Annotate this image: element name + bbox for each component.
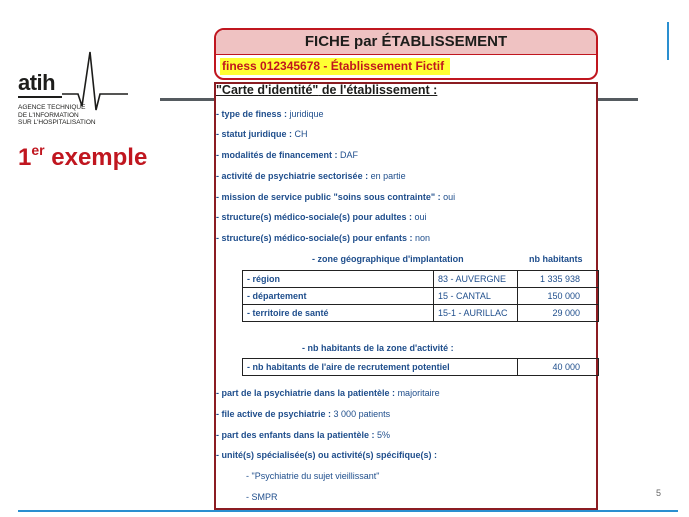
logo-subtitle <box>18 104 128 127</box>
table-cell-value: 83 - AUVERGNE <box>434 271 518 288</box>
field-ms-enfants: - structure(s) médico-sociale(s) pour enfants : non <box>216 233 431 243</box>
field-file-active: - file active de psychiatrie : 3 000 patients <box>216 409 391 419</box>
zone-table <box>242 270 599 322</box>
finess-label: finess 012345678 - Établissement Fictif <box>220 58 450 75</box>
activity-table <box>242 358 599 376</box>
top-right-accent-line <box>667 22 669 60</box>
field-unites-specialisees: - unité(s) spécialisée(s) ou activité(s) spécifique(s) : <box>216 450 438 460</box>
example-heading <box>18 144 147 172</box>
unit-item: - "Psychiatrie du sujet vieillissant" <box>246 471 380 481</box>
field-statut-juridique: - statut juridique : CH <box>216 129 308 139</box>
table-row <box>243 305 599 322</box>
table-cell-habitants: 1 335 938 <box>518 271 599 288</box>
zone-heading: - zone géographique d'implantation <box>312 254 464 264</box>
table-cell-habitants: 150 000 <box>518 288 599 305</box>
field-mission-service-public: - mission de service public "soins sous contrainte" : oui <box>216 192 456 202</box>
page-number: 5 <box>656 488 662 498</box>
table-cell-label: - région <box>243 271 434 288</box>
table-row <box>243 288 599 305</box>
fiche-header <box>214 28 598 80</box>
example-number: 1 <box>18 144 32 171</box>
activity-heading: - nb habitants de la zone d'activité : <box>302 343 454 353</box>
card-title <box>216 83 437 97</box>
logo-subtitle-line: SUR L'HOSPITALISATION <box>18 119 96 126</box>
unit-item: - SMPR <box>246 492 278 502</box>
atih-logo-text: atih <box>18 70 56 95</box>
logo-subtitle-line: DE L'INFORMATION <box>18 111 79 119</box>
table-cell-label: - territoire de santé <box>243 305 434 322</box>
table-cell-habitants: 29 000 <box>518 305 599 322</box>
field-part-psychiatrie: - part de la psychiatrie dans la patientèle : majoritaire <box>216 388 440 398</box>
nb-habitants-header: nb habitants <box>529 254 583 264</box>
table-row <box>243 271 599 288</box>
logo-subtitle-line: AGENCE TECHNIQUE <box>18 104 86 111</box>
table-row <box>243 359 599 376</box>
field-type-finess: - type de finess : juridique <box>216 109 324 119</box>
fiche-title: FICHE par ÉTABLISSEMENT <box>304 33 508 50</box>
card-title-rest: de l'établissement : <box>318 83 438 97</box>
header-title-band <box>216 30 596 55</box>
field-part-enfants: - part des enfants dans la patientèle : 5% <box>216 430 391 440</box>
footer-rule <box>18 510 678 512</box>
table-cell-value: 15-1 - AURILLAC <box>434 305 518 322</box>
card-title-quoted: "Carte d'identité" <box>216 83 319 97</box>
example-suffix: er <box>31 142 45 158</box>
table-cell-label: - département <box>243 288 434 305</box>
example-word: exemple <box>51 144 148 171</box>
table-cell-habitants: 40 000 <box>518 359 599 376</box>
field-psychiatrie-sectorisee: - activité de psychiatrie sectorisée : en partie <box>216 171 406 181</box>
table-cell-label: - nb habitants de l'aire de recrutement potentiel <box>243 359 518 376</box>
field-financement: - modalités de financement : DAF <box>216 150 359 160</box>
table-cell-value: 15 - CANTAL <box>434 288 518 305</box>
logo-underline <box>18 96 62 98</box>
field-ms-adultes: - structure(s) médico-sociale(s) pour adultes : oui <box>216 212 427 222</box>
